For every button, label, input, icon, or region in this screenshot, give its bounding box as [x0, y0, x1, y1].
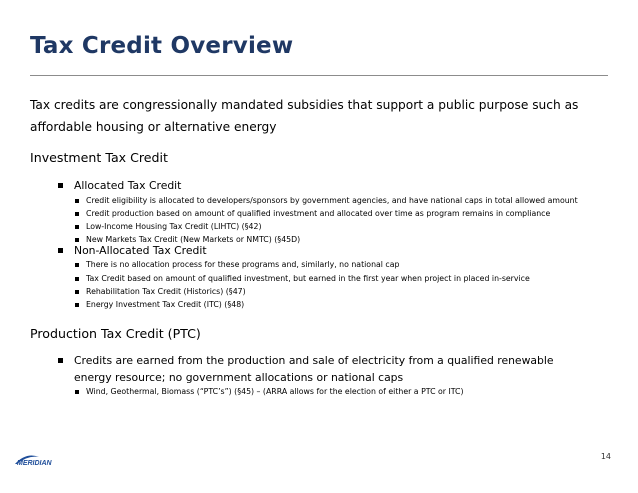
sub-bullet-text: Low-Income Housing Tax Credit (LIHTC) (§42)	[86, 222, 262, 231]
sub-bullet-text: Rehabilitation Tax Credit (Historics) (§47)	[86, 287, 246, 296]
sub-bullet	[77, 299, 244, 311]
bullet-marker	[58, 183, 63, 188]
bullet-marker	[75, 303, 79, 307]
section-heading-itc: Investment Tax Credit	[30, 150, 168, 165]
page-number: 14	[600, 452, 611, 461]
title-divider	[30, 75, 608, 76]
intro-text: Tax credits are congressionally mandated subsidies that support a public purpose such as affordable housing or alternative energy	[30, 98, 579, 134]
logo-text: MERIDIAN	[17, 460, 52, 466]
bullet-marker	[58, 248, 63, 253]
bullet-marker	[75, 290, 79, 294]
bullet-label: Non-Allocated Tax Credit	[74, 244, 207, 257]
sub-bullet	[77, 208, 550, 220]
bullet-label: Credits are earned from the production and sale of electricity from a qualified renewable energy resource; no government allocations or national caps	[74, 354, 554, 384]
meridian-logo	[14, 454, 60, 466]
bullet-label: Allocated Tax Credit	[74, 179, 182, 192]
slide-title: Tax Credit Overview	[30, 33, 294, 59]
bullet-allocated-tax-credit	[60, 178, 181, 194]
bullet-non-allocated-tax-credit	[60, 243, 207, 259]
bullet-marker	[75, 212, 79, 216]
sub-bullet-text: Energy Investment Tax Credit (ITC) (§48)	[86, 300, 245, 309]
sub-bullet	[77, 195, 578, 207]
sub-bullet	[77, 386, 464, 398]
sub-bullet-text: Credit production based on amount of qualified investment and allocated over time as program remains in compliance	[86, 209, 551, 218]
sub-bullet-text: Credit eligibility is allocated to developers/sponsors by government agencies, and have national caps in total allowed amount	[86, 196, 578, 205]
sub-bullet	[77, 273, 530, 285]
sub-bullet-text: There is no allocation process for these programs and, similarly, no national cap	[86, 260, 400, 269]
bullet-marker	[58, 358, 63, 363]
sub-bullet-text: Tax Credit based on amount of qualified investment, but earned in the first year when project in placed in-service	[86, 274, 530, 283]
sub-bullet	[77, 221, 262, 233]
sub-bullet	[77, 286, 246, 298]
bullet-ptc-credits	[60, 352, 580, 386]
bullet-marker	[75, 390, 79, 394]
sub-bullet	[77, 259, 399, 271]
bullet-marker	[75, 277, 79, 281]
sub-bullet-text: New Markets Tax Credit (New Markets or NMTC) (§45D)	[86, 235, 301, 244]
bullet-marker	[75, 238, 79, 242]
section-heading-ptc: Production Tax Credit (PTC)	[30, 326, 201, 341]
bullet-marker	[75, 263, 79, 267]
bullet-marker	[75, 225, 79, 229]
bullet-marker	[75, 199, 79, 203]
sub-bullet-text: Wind, Geothermal, Biomass (“PTC’s”) (§45) – (ARRA allows for the election of either a PTC or ITC)	[86, 387, 464, 396]
